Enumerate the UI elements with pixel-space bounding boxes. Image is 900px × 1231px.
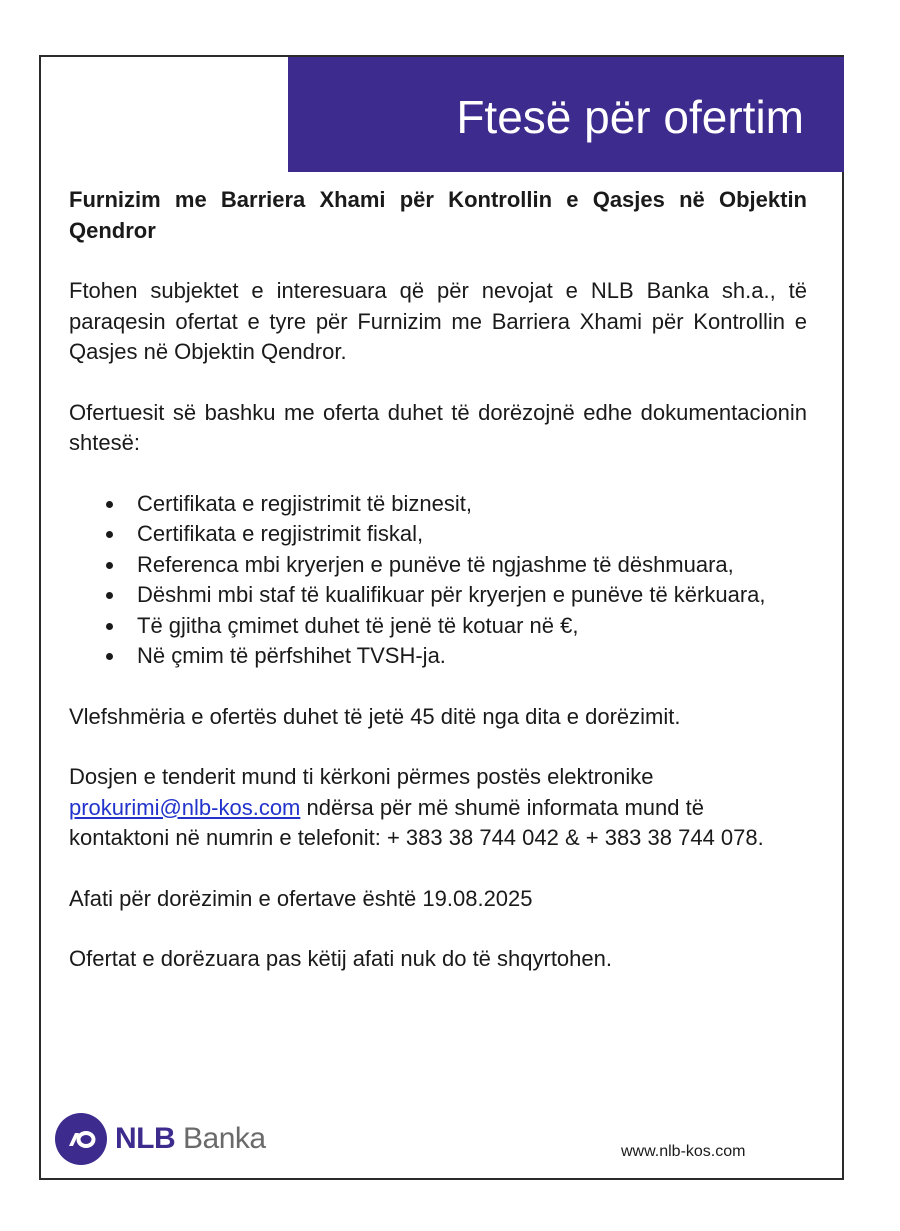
deadline-paragraph: Afati për dorëzimin e ofertave është 19.08.2025 — [69, 885, 533, 911]
list-item: Certifikata e regjistrimit fiskal, — [137, 519, 807, 550]
intro-paragraph: Ftohen subjektet e interesuara që për nevojat e NLB Banka sh.a., të paraqesin ofertat e tyre për Furnizim me Barriera Xhami për Kontrollin e Qasjes në Objektin Qendror. — [69, 278, 807, 364]
requirements-intro: Ofertuesit së bashku me oferta duhet të dorëzojnë edhe dokumentacionin shtesë: — [69, 399, 807, 455]
nlb-logo-icon — [55, 1113, 107, 1165]
list-item: Certifikata e regjistrimit të biznesit, — [137, 489, 807, 520]
list-item: Të gjitha çmimet duhet të jenë të kotuar në €, — [137, 611, 807, 642]
document-page — [39, 55, 844, 1180]
list-item: Referenca mbi kryerjen e punëve të ngjashme të dëshmuara, — [137, 550, 807, 581]
list-item: Dëshmi mbi staf të kualifikuar për kryerjen e punëve të kërkuara, — [137, 580, 807, 611]
logo-wordmark-light: Banka — [183, 1122, 266, 1155]
validity-paragraph: Vlefshmëria e ofertës duhet të jetë 45 ditë nga dita e dorëzimit. — [69, 703, 681, 729]
title-banner — [288, 57, 844, 172]
nlb-logo — [55, 1113, 266, 1165]
email-link[interactable]: prokurimi@nlb-kos.com — [69, 794, 301, 820]
tender-subject: Furnizim me Barriera Xhami për Kontrollin e Qasjes në Objektin Qendror — [69, 187, 807, 243]
logo-wordmark-bold: NLB — [115, 1122, 176, 1155]
contact-text-after: ndërsa për më shumë informata mund të kontaktoni në numrin e telefonit: + 383 38 744 042 & + 383 38 744 078. — [69, 794, 764, 850]
requirements-list — [69, 489, 807, 672]
late-notice-paragraph: Ofertat e dorëzuara pas këtij afati nuk do të shqyrtohen. — [69, 946, 612, 971]
page-title: Ftesë për ofertim — [456, 91, 804, 143]
contact-text-before: Dosjen e tenderit mund ti kërkoni përmes postës elektronike — [69, 764, 654, 789]
document-body — [69, 185, 807, 975]
list-item: Në çmim të përfshihet TVSH-ja. — [137, 641, 807, 672]
contact-paragraph — [69, 762, 807, 854]
website-url[interactable]: www.nlb-kos.com — [621, 1143, 746, 1160]
logo-wordmark — [115, 1122, 266, 1156]
